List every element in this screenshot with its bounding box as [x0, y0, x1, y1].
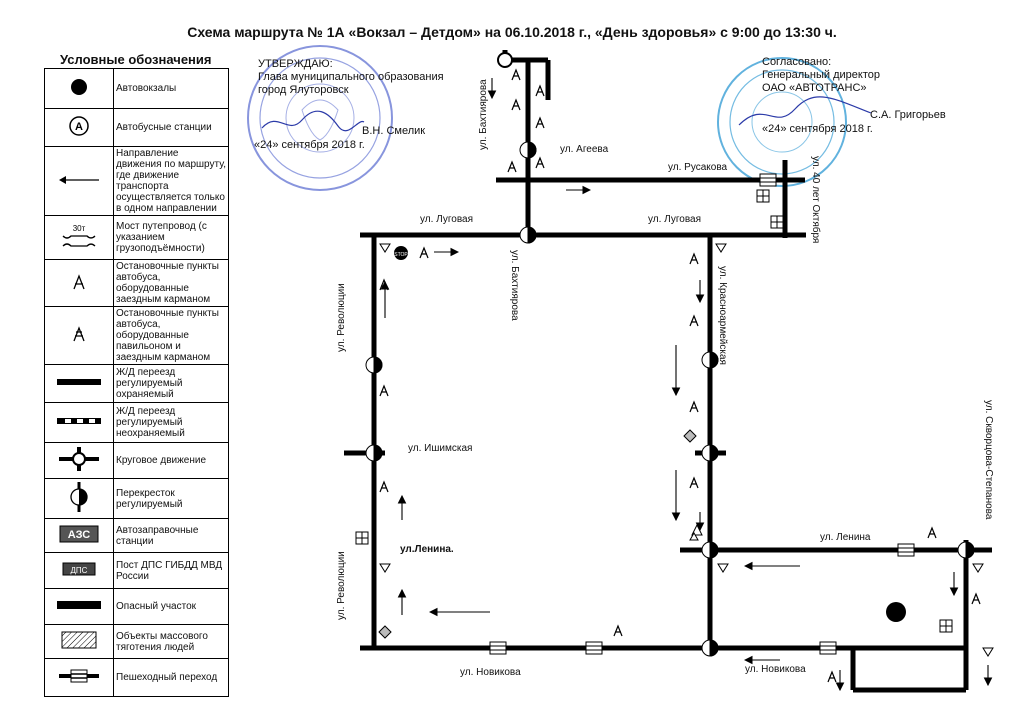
- yield-sign-icon: [716, 244, 726, 252]
- yield-sign-icon: [718, 564, 728, 572]
- legend-label: Автозаправочные станции: [114, 519, 229, 553]
- signal-intersection-icon: [366, 445, 382, 461]
- crosswalk-icon: [760, 174, 776, 186]
- legend-label: Опасный участок: [114, 589, 229, 625]
- label-lugovaya-right: ул. Луговая: [648, 214, 702, 225]
- label-skvortsova: ул. Скворцова-Степанова: [983, 400, 994, 520]
- bus-stop-pocket-icon: [928, 528, 936, 538]
- signal-intersection-icon: [366, 357, 382, 373]
- bus-stop-pocket-icon: [380, 482, 388, 492]
- legend-label: Круговое движение: [114, 443, 229, 479]
- svg-text:STOP: STOP: [394, 252, 408, 258]
- signal-intersection-icon: [702, 445, 718, 461]
- svg-text:A: A: [75, 121, 83, 133]
- label-rusakova: ул. Русакова: [668, 162, 728, 173]
- legend-label: Направление движения по маршруту, где движение транспорта осуществляется только в одном направлении: [114, 147, 229, 216]
- crosswalk-icon: [586, 642, 602, 654]
- approve-line2: Глава муниципального образования: [258, 71, 444, 83]
- approve-signer: В.Н. Смелик: [362, 125, 426, 137]
- agree-line2: Генеральный директор: [762, 69, 880, 81]
- legend-label: Перекресток регулируемый: [114, 479, 229, 519]
- legend-label: Пешеходный переход: [114, 659, 229, 697]
- crosswalk-icon: [820, 642, 836, 654]
- crosswalks: [490, 174, 914, 654]
- signal-intersection-icon: [702, 542, 718, 558]
- bus-stop-pocket-icon: [690, 478, 698, 488]
- agree-date: «24» сентября 2018 г.: [762, 123, 873, 135]
- crosswalk-icon: [490, 642, 506, 654]
- label-bakhtiyarova-mid: ул. Бахтиярова: [509, 250, 520, 321]
- approve-line3: город Ялуторовск: [258, 84, 349, 96]
- police-badge: ДПС: [70, 566, 88, 575]
- legend-heading: Условные обозначения: [60, 52, 212, 67]
- legend-label: Объекты массового тяготения людей: [114, 625, 229, 659]
- approve-date: «24» сентября 2018 г.: [254, 139, 365, 151]
- road-network: [344, 50, 992, 690]
- legend-label: Автовокзалы: [114, 69, 229, 109]
- label-ishimskaya: ул. Ишимская: [408, 443, 473, 454]
- label-novikova-right: ул. Новикова: [745, 664, 806, 675]
- bus-stop-pocket-icon: [512, 100, 520, 110]
- traffic-light-marks: [356, 190, 952, 632]
- bus-stop-pocket-icon: [380, 280, 388, 290]
- legend-label: Остановочные пункты автобуса, оборудованные павильоном и заездным карманом: [114, 307, 229, 365]
- label-40-let-oktyabrya: ул. 40 лет Октября: [810, 156, 821, 244]
- bus-stop-pocket-icon: [380, 386, 388, 396]
- agree-signer: С.А. Григорьев: [870, 109, 946, 121]
- bus-stop-pocket-icon: [536, 86, 544, 96]
- priority-road-icon: [379, 626, 391, 638]
- crosswalk-icon: [898, 544, 914, 556]
- label-ageeva: ул. Агеева: [560, 144, 609, 155]
- label-krasnoarmeyskaya: ул. Красноармейская: [717, 266, 728, 365]
- label-lenina-right: ул. Ленина: [820, 532, 871, 543]
- yield-sign-icon: [973, 564, 983, 572]
- signal-intersection-icon: [520, 142, 536, 158]
- yield-sign-icon: [983, 648, 993, 656]
- signal-intersection-icon: [702, 352, 718, 368]
- gas-badge: АЗС: [67, 529, 91, 541]
- bus-stop-pocket-icon: [508, 162, 516, 172]
- bus-stop-pocket-icon: [690, 402, 698, 412]
- approve-line1: УТВЕРЖДАЮ:: [258, 58, 333, 70]
- legend-label: Мост путепровод (с указанием грузоподъёмности): [114, 216, 229, 260]
- yield-sign-icon: [380, 564, 390, 572]
- signal-intersection-icon: [520, 227, 536, 243]
- label-revolyutsii-bottom: ул. Революции: [336, 551, 347, 620]
- signal-intersection-icon: [958, 542, 974, 558]
- bus-stop-pocket-icon: [420, 248, 428, 258]
- legend-label: Пост ДПС ГИБДД МВД России: [114, 553, 229, 589]
- label-lugovaya-left: ул. Луговая: [420, 214, 474, 225]
- stop-sign-icon: [394, 246, 408, 260]
- label-lenina-left: ул.Ленина.: [400, 544, 454, 555]
- priority-signs: [379, 430, 696, 638]
- bus-stop-pocket-icon: [512, 70, 520, 80]
- yield-sign-icon: [380, 244, 390, 252]
- bridge-label: 30т: [72, 224, 86, 233]
- label-novikova-left: ул. Новикова: [460, 667, 521, 678]
- bus-stop-pocket-icon: [828, 672, 836, 682]
- bus-stop-pocket-icon: [690, 316, 698, 326]
- legend-label: Автобусные станции: [114, 109, 229, 147]
- agree-line1: Согласовано:: [762, 56, 832, 68]
- bus-stop-pocket-icon: [536, 158, 544, 168]
- label-bakhtiyarova-top: ул. Бахтиярова: [478, 79, 489, 150]
- bus-stop-pocket-icon: [536, 118, 544, 128]
- agree-line3: ОАО «АВТОТРАНС»: [762, 82, 867, 94]
- bus-stop-pocket-icon: [690, 254, 698, 264]
- priority-road-icon: [684, 430, 696, 442]
- legend-label: Остановочные пункты автобуса, оборудованные заездным карманом: [114, 260, 229, 307]
- label-revolyutsii-top: ул. Революции: [336, 283, 347, 352]
- diagram-title: Схема маршрута № 1А «Вокзал – Детдом» на 06.10.2018 г., «День здоровья» с 9:00 до 13:30 ч.: [187, 24, 837, 40]
- bus-terminal-icon: [886, 602, 906, 622]
- bus-stop-pocket-icon: [614, 626, 622, 636]
- bus-stop-pocket-icon: [972, 594, 980, 604]
- signal-intersection-icon: [702, 640, 718, 656]
- legend-label: Ж/Д переезд регулируемый охраняемый: [114, 365, 229, 403]
- roundabout-icon: [498, 53, 512, 67]
- legend-label: Ж/Д переезд регулируемый неохраняемый: [114, 403, 229, 443]
